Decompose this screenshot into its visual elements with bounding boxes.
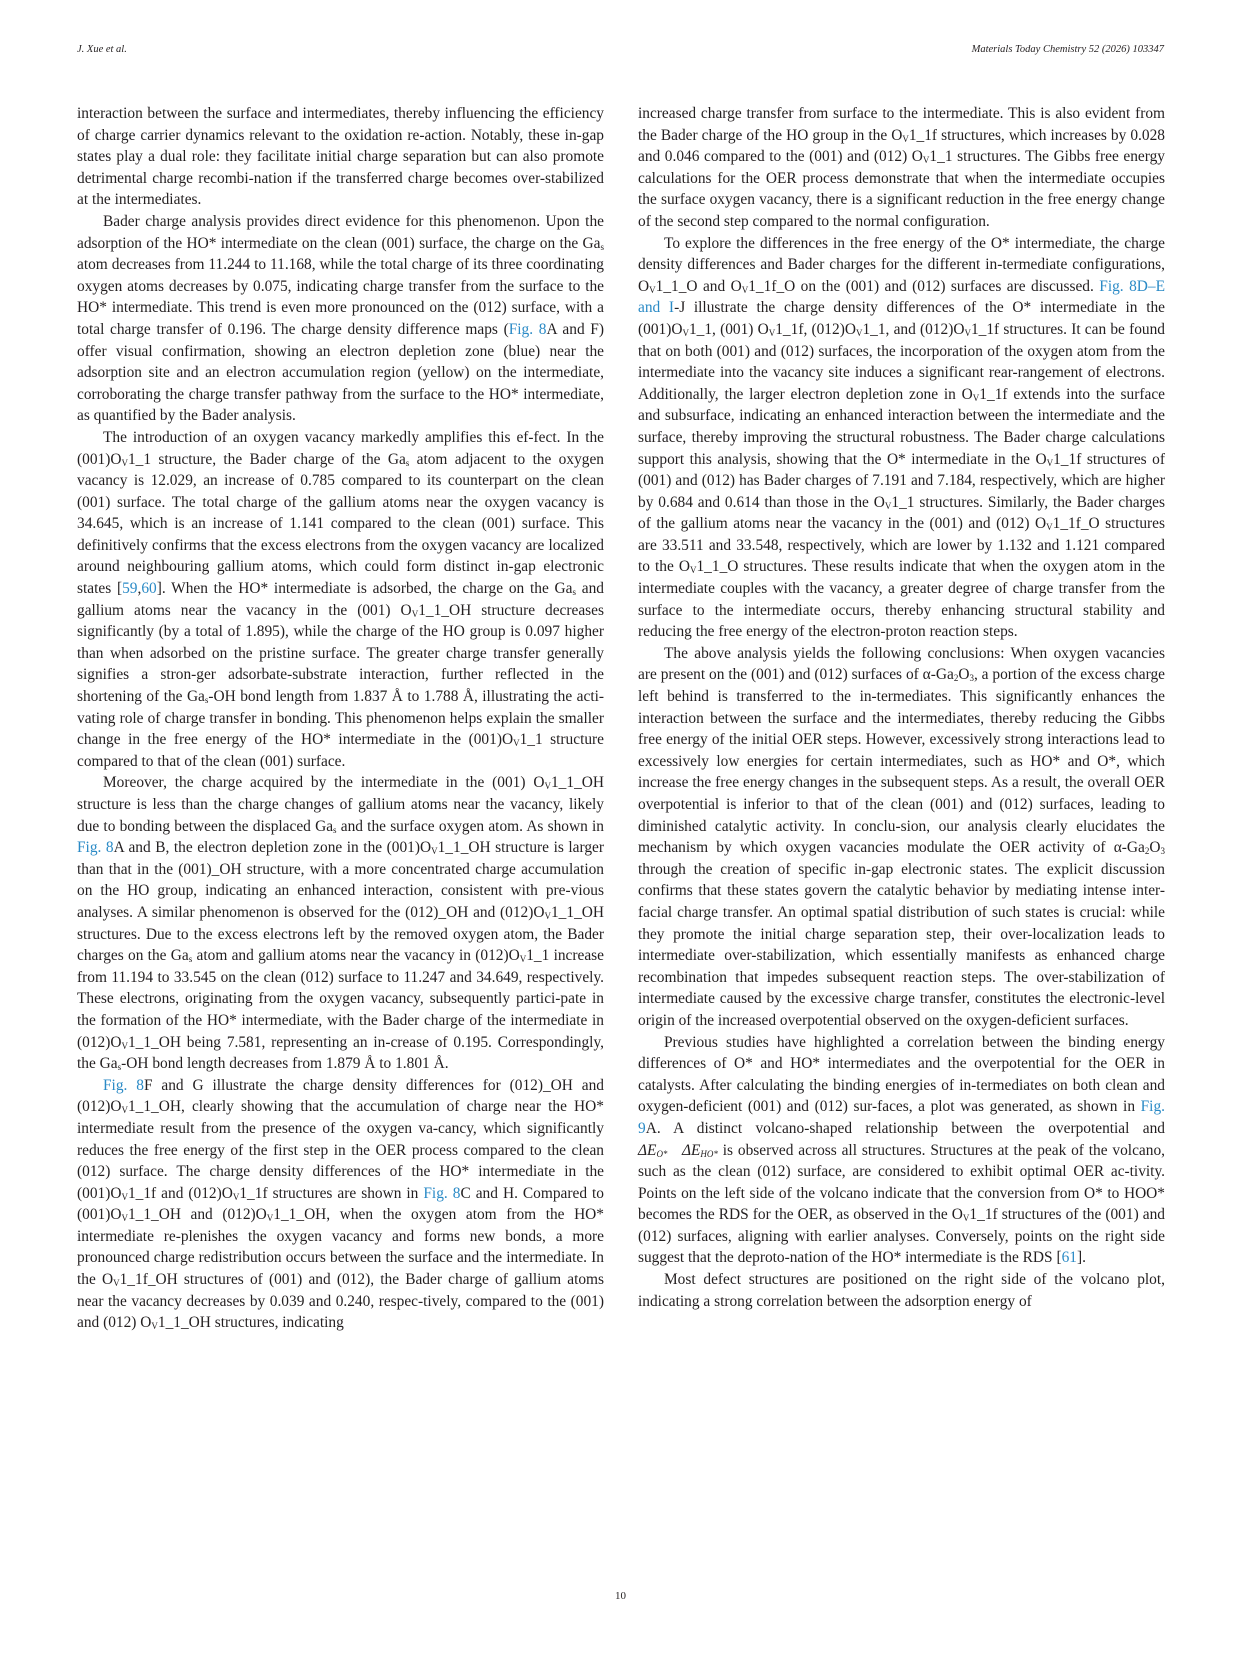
text: 1_1f and (012)O bbox=[127, 1184, 233, 1202]
subscript: V bbox=[121, 1191, 128, 1202]
text: 1_1 increase from 11.194 to 33.545 on the clean (012) surface to 11.247 and 34.649, respectively. These electrons, originating from the oxygen vacancy, subsequently partici-pate in the formation of the HO* intermediate, with the Bader charge of the intermediate in (012)O bbox=[77, 947, 604, 1051]
text: 1_1_OH structure is less than the charge changes of gallium atoms near the vacancy, likely due to bonding between the displaced Ga bbox=[77, 774, 604, 835]
text: 1_1f structures of (001) and (012) has Bader charges of 7.191 and 7.184, respectively, which are higher by 0.684 and 0.614 than those in the O bbox=[638, 450, 1165, 511]
subscript: V bbox=[922, 155, 930, 166]
text: interaction between the surface and intermediates, thereby influencing the efficiency of charge carrier dynamics relevant to the oxidation re-action. Notably, these in-gap states play a dual role: they facilitate initial charge separation but can also promote detrimental charge recombi-nation if the transferred charge becomes over-stabilized at the intermediates. bbox=[77, 105, 604, 209]
text: -OH bond length from 1.837 Å to 1.788 Å, illustrating the acti-vating role of charge transfer in bonding. This phenomenon helps explain the smaller change in the free energy of the HO* intermediate in the (001)O bbox=[77, 688, 604, 749]
subscript: V bbox=[411, 608, 419, 619]
text: 1_1_OH structures, indicating bbox=[157, 1314, 344, 1332]
subscript: s bbox=[572, 587, 576, 598]
subscript: V bbox=[649, 284, 656, 295]
math-delta-e-o bbox=[638, 1142, 667, 1159]
text: atom adjacent to the oxygen vacancy is 12.029, an increase of 0.785 compared to its counterpart on the clean (001) surface. The total charge of the gallium atoms near the oxygen vacancy is 34.645, which is an increase of 1.141 compared to the clean (001) surface. This definitively confirms that the excess electrons from the oxygen vacancy are localized around neighbouring gallium atoms, which could form distinct in-gap electronic states [ bbox=[77, 450, 604, 598]
text: 1_1f_O structures are 33.511 and 33.548, respectively, which are lower by 1.132 and 1.121 compared to the O bbox=[638, 515, 1165, 576]
paragraph bbox=[638, 643, 1165, 1032]
subscript: 2 bbox=[1144, 846, 1150, 857]
text: ]. When the HO* intermediate is adsorbed, the charge on the Ga bbox=[156, 580, 573, 598]
text: 1_1f_O on the (001) and (012) surfaces are discussed. bbox=[748, 277, 1100, 295]
math-text: ΔE bbox=[681, 1141, 701, 1159]
subscript: V bbox=[266, 1213, 274, 1224]
text: 1_1_OH structure decreases significantly (by a total of 1.895), while the charge of the HO group is 0.097 higher than when adsorbed on the pristine surface. The greater charge transfer generally signifies a stron-ger adsorbate-substrate interaction, further reflected in the shortening of the Ga bbox=[77, 601, 604, 706]
subscript: V bbox=[513, 738, 520, 749]
text: O bbox=[1149, 839, 1161, 857]
text: 1_1f extends into the surface and subsurface, indicating an enhanced interaction between the intermediate and the surface, thereby improving the structural robustness. The Bader charge calculations support this analysis, showing that the O* intermediate in the O bbox=[638, 385, 1165, 468]
figure-link[interactable]: Fig. 9 bbox=[638, 1098, 1165, 1137]
text: 1_1f, (012)O bbox=[775, 320, 856, 338]
text: A and B, the electron depletion zone in the (001)O bbox=[113, 839, 432, 857]
subscript: V bbox=[232, 1191, 240, 1202]
text: 1_1f structures of the (001) and (012) surfaces, aligning with earlier analyses. Conversely, points on the right side suggest that the deproto-nation of the HO* intermediate is the RDS [ bbox=[638, 1206, 1165, 1267]
text: 1_1, and (012)O bbox=[862, 320, 965, 338]
text: 1_1_OH being 7.581, representing an in-crease of 0.195. Correspondingly, the Ga bbox=[77, 1033, 604, 1073]
subscript: V bbox=[431, 846, 438, 857]
left-column bbox=[77, 103, 604, 1334]
text: C and H. Compared to (001)O bbox=[77, 1184, 604, 1224]
figure-link[interactable]: Fig. 8D–E and I bbox=[638, 277, 1165, 317]
citation-link[interactable]: 60 bbox=[141, 580, 157, 598]
text: The above analysis yields the following conclusions: When oxygen vacancies are present on the (001) and (012) surfaces of α-Ga bbox=[638, 644, 1165, 684]
text: Previous studies have highlighted a correlation between the binding energy differences of O* and HO* intermediates and the overpotential for the OER in catalysts. After calculating the binding energies of in-termediates on both clean and oxygen-deficient (001) and (012) sur-faces, a plot was generated, as shown in bbox=[638, 1033, 1165, 1116]
text: To explore the differences in the free energy of the O* intermediate, the charge density differences and Bader charges for the different in-termediate configurations, O bbox=[638, 234, 1165, 295]
text: increased charge transfer from surface to the intermediate. This is also evident from the Bader charge of the HO group in the O bbox=[638, 105, 1165, 144]
subscript: 2 bbox=[953, 673, 959, 684]
subscript: HO* bbox=[700, 1148, 718, 1159]
figure-link[interactable]: Fig. 8 bbox=[77, 839, 114, 857]
text: 1_1_O and O bbox=[655, 277, 742, 295]
subscript: V bbox=[689, 565, 697, 576]
text: Moreover, the charge acquired by the intermediate in the (001) O bbox=[103, 774, 545, 792]
paragraph bbox=[77, 772, 604, 1074]
text: 1_1, (001) O bbox=[688, 320, 769, 338]
subscript: 3 bbox=[1160, 846, 1165, 857]
paragraph bbox=[77, 1075, 604, 1334]
subscript: V bbox=[151, 1321, 158, 1332]
text: is observed across all structures. Structures at the peak of the volcano, such as the clean (012) surface, are considered to exhibit optimal OER ac-tivity. Points on the left side of the volcano indicate that the conversion from O* to HOO* becomes the RDS for the OER, as observed in the O bbox=[638, 1141, 1165, 1224]
figure-link[interactable]: Fig. 8 bbox=[103, 1076, 144, 1094]
text: 1_1 structures. The Gibbs free energy calculations for the OER process demonstrate that when the intermediate occupies the surface oxygen vacancy, there is a significant reduction in the free energy change of the second step compared to the normal configuration. bbox=[638, 148, 1165, 230]
text: 1_1f structures. It can be found that on both (001) and (012) surfaces, the incorporation of the oxygen atom from the intermediate into the vacancy site induces a significant rear-rangement of electrons. Additionally, the larger electron depletion zone in O bbox=[638, 320, 1165, 403]
figure-link[interactable]: Fig. 8 bbox=[423, 1184, 461, 1202]
subscript: V bbox=[1046, 457, 1054, 468]
subscript: V bbox=[121, 457, 128, 468]
subscript: V bbox=[768, 327, 776, 338]
subscript: s bbox=[600, 241, 604, 252]
subscript: s bbox=[117, 1062, 122, 1073]
text: Most defect structures are positioned on the right side of the volcano plot, indicating a strong correlation between the adsorption energy of bbox=[638, 1271, 1165, 1310]
text: 1_1_OH, when the oxygen atom from the HO* intermediate re-plenishes the oxygen vacancy and forms new bonds, a more pronounced charge redistribution occurs between the surface and the intermediate. In the O bbox=[77, 1206, 604, 1289]
citation-link[interactable]: 59 bbox=[122, 580, 138, 598]
subscript: V bbox=[741, 284, 749, 295]
subscript: V bbox=[972, 392, 980, 403]
author-header: J. Xue et al. bbox=[77, 44, 127, 55]
paragraph bbox=[638, 103, 1165, 233]
subscript: V bbox=[902, 133, 909, 144]
text: through the creation of specific in-gap electronic states. The explicit discussion confirms that these states govern the catalytic behavior by mediating intense inter-facial charge transfer. An optimal spatial distribution of such states is crucial: while they promote the initial charge separation step, their over-localization leads to intermediate over-stabilization, which essentially manifests as enhanced charge recombination that impedes subsequent reaction steps. The over-stabilization of intermediate caused by the excessive charge transfer, constitutes the electronic-level origin of the increased overpotential observed on the oxygen-deficient surfaces. bbox=[638, 860, 1165, 1029]
subscript: V bbox=[121, 1040, 128, 1051]
text: 1_1_OH structure is larger than that in the (001)_OH structure, with a more concentrated charge accumulation on the HO group, indicating an enhanced interaction, consistent with pre-vious analyses. A similar phenomenon is observed for the (012)_OH and (012)O bbox=[77, 839, 604, 921]
text: and the surface oxygen atom. As shown in bbox=[336, 817, 604, 835]
subscript: s bbox=[204, 695, 209, 706]
right-column bbox=[638, 103, 1165, 1312]
subscript: V bbox=[884, 500, 892, 511]
subscript: V bbox=[519, 954, 527, 965]
text: Bader charge analysis provides direct evidence for this phenomenon. Upon the adsorption of the HO* intermediate on the clean (001) surface, the charge on the Ga bbox=[77, 212, 604, 252]
subscript: V bbox=[962, 1213, 970, 1224]
text: atom and gallium atoms near the vacancy in (012)O bbox=[192, 947, 520, 965]
text: A. A distinct volcano-shaped relationship between the overpotential and bbox=[645, 1119, 1165, 1137]
subscript: V bbox=[113, 1278, 120, 1289]
page-number: 10 bbox=[615, 1590, 626, 1602]
text: The introduction of an oxygen vacancy markedly amplifies this ef-fect. In the (001)O bbox=[77, 428, 604, 468]
subscript: V bbox=[682, 327, 689, 338]
text: 1_1 structure, the Bader charge of the Ga bbox=[127, 450, 406, 468]
paragraph bbox=[638, 233, 1165, 643]
paragraph bbox=[77, 211, 604, 427]
text: 1_1_OH, clearly showing that the accumulation of charge near the HO* intermediate result from the presence of the oxygen va-cancy, which significantly reduces the free energy of the first step in the OER process compared to the clean (012) surface. The charge density differences of the HO* intermediate in the (001)O bbox=[77, 1098, 604, 1202]
text: ]. bbox=[1076, 1249, 1086, 1267]
text: 1_1f_OH structures of (001) and (012), the Bader charge of gallium atoms near the vacancy decreases by 0.039 and 0.240, respec-tively, compared to the (001) and (012) O bbox=[77, 1271, 605, 1332]
running-head bbox=[77, 44, 1164, 60]
subscript: V bbox=[121, 1213, 128, 1224]
subscript: 3 bbox=[969, 673, 974, 684]
text: atom decreases from 11.244 to 11.168, while the total charge of its three coordinating oxygen atoms decreases by 0.075, indicating charge transfer from the surface to the HO* intermediate. This trend is even more pronounced on the (012) surface, with a total charge transfer of 0.196. The charge density difference maps ( bbox=[77, 256, 604, 338]
figure-link[interactable]: Fig. 8 bbox=[508, 320, 547, 338]
math-text: ΔE bbox=[638, 1141, 657, 1159]
paragraph bbox=[77, 103, 604, 211]
text: 1_1_OH structures. Due to the excess electrons left by the removed oxygen atom, the Bader charges on the Ga bbox=[77, 903, 604, 965]
subscript: V bbox=[121, 1105, 128, 1116]
text: A and F) offer visual confirmation, showing an electron depletion zone (blue) near the adsorption site and an electron accumulation region (yellow) on the intermediate, corroborating the charge transfer pathway from the surface to the HO* intermediate, as quantified by the Bader analysis. bbox=[77, 320, 604, 425]
text: -OH bond length decreases from 1.879 Å to 1.801 Å. bbox=[121, 1055, 449, 1073]
subscript: V bbox=[855, 327, 863, 338]
text: 1_1 structures. Similarly, the Bader charges of the gallium atoms near the vacancy in the (001) and (012) O bbox=[638, 493, 1165, 533]
text: 1_1f structures, which increases by 0.028 and 0.046 compared to the (001) and (012) O bbox=[638, 126, 1165, 166]
subscript: s bbox=[188, 954, 193, 965]
paragraph bbox=[638, 1269, 1165, 1312]
subscript: O* bbox=[656, 1148, 668, 1159]
citation-link[interactable]: 61 bbox=[1061, 1249, 1077, 1267]
paragraph bbox=[638, 1032, 1165, 1270]
paragraph: The introduction of an oxygen vacancy markedly amplifies this ef-fect. In the $(001)O_V1\_1$ structure, the Bader charge of the $Ga_s$ atom adjacent to the oxygen vacancy is 12.029, an increase of 0.785 compared to its counterpart on the clean (001) surface. The total charge of the gallium atoms near the oxygen vacancy is 34.645, which is an increase of 1.141 compared to the clean (001) surface. This definitively confirms that the excess electrons from the oxygen vacancy are localized around neighbouring gallium atoms, which could form distinct in-gap electronic states [59,60]. When the HO* intermediate is adsorbed, the charge on the $Ga_s$ and gallium atoms near the vacancy in the (001) $O_V1\_1\_OH$ structure decreases significantly (by a total of 1.895), while the charge of the HO group is 0.097 higher than when adsorbed on the pristine surface. The greater charge transfer generally signifies a stron-ger adsorbate-substrate interaction, further reflected in the shortening of the $Ga_s-OH$ bond length from 1.837 Å to 1.788 Å, illustrating the acti-vating role of charge transfer in bonding. This phenomenon helps explain the smaller change in the free energy of the HO* intermediate in the $(001)O_V1\_1$ structure compared to that of the clean (001) surface. bbox=[77, 428, 605, 770]
subscript: V bbox=[544, 910, 551, 921]
subscript: s bbox=[333, 824, 337, 835]
subscript: V bbox=[964, 327, 971, 338]
text: , a portion of the excess charge left behind is transferred to the in-termediates. This significantly enhances the interaction between the surface and the intermediates, thereby reducing the Gibbs free energy of the initial OER steps. However, excessively strong interactions lead to excessively low energies for certain intermediates, such as HO* and O*, which increase the free energy changes in the subsequent steps. As a result, the overall OER overpotential is inferior to that of the clean (001) and (012) surfaces, leading to diminished catalytic activity. In conclu-sion, our analysis clearly elucidates the mechanism by which oxygen vacancies modulate the OER activity of α-Ga bbox=[638, 666, 1166, 857]
text: 1_1_OH and (012)O bbox=[127, 1206, 267, 1224]
journal-header: Materials Today Chemistry 52 (2026) 103347 bbox=[971, 44, 1164, 55]
math-delta-e-ho bbox=[682, 1142, 718, 1159]
subscript: V bbox=[544, 781, 551, 792]
text: F and G illustrate the charge density differences for (012)_OH and (012)O bbox=[77, 1076, 604, 1116]
subscript: V bbox=[1046, 522, 1053, 533]
text: 1_1 structure compared to that of the clean (001) surface. bbox=[77, 731, 605, 770]
text: and gallium atoms near the vacancy in the (001) O bbox=[77, 580, 604, 619]
text: 1_1_O structures. These results indicate that when the oxygen atom in the intermediate couples with the vacancy, a greater degree of charge transfer from the surface to the intermediate occurs, thereby enhancing structural stability and reducing the free energy of the electron-proton reaction steps. bbox=[638, 558, 1165, 641]
subscript: s bbox=[405, 457, 410, 468]
text: 1_1f structures are shown in bbox=[239, 1184, 424, 1202]
text: -J illustrate the charge density differences of the O* intermediate in the (001)O bbox=[638, 299, 1165, 338]
text: O bbox=[958, 666, 970, 684]
